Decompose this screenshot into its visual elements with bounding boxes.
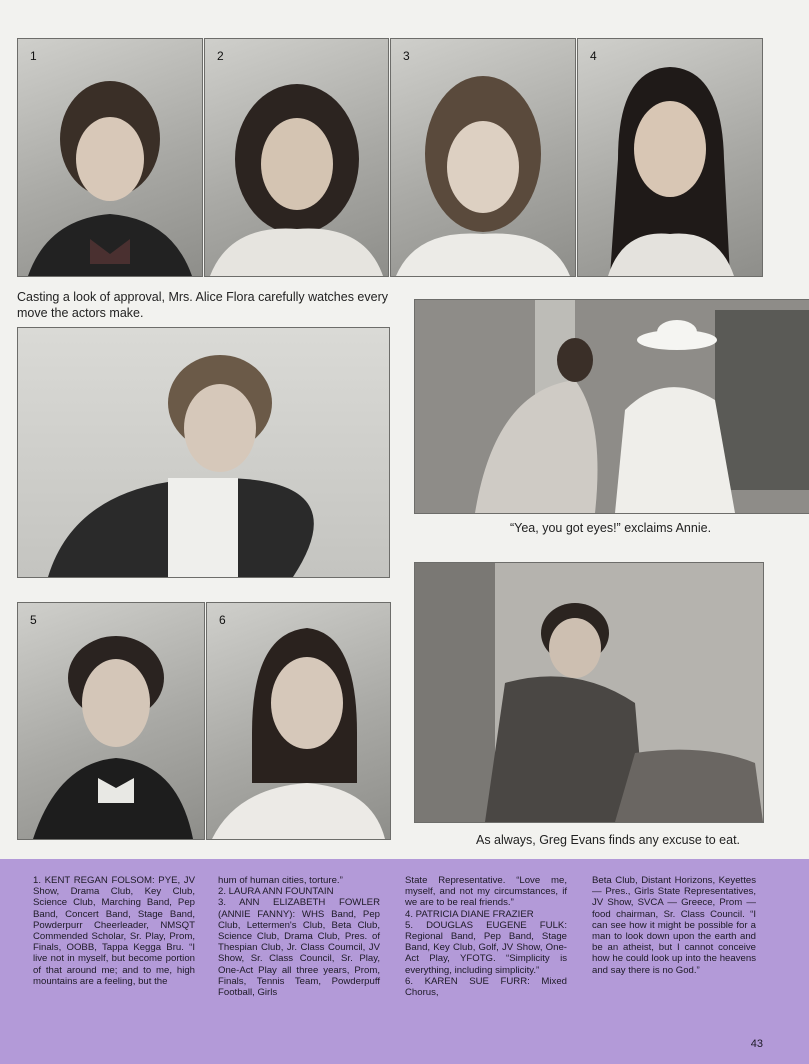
teacher-photo: [17, 327, 390, 578]
caption-annie: “Yea, you got eyes!” exclaims Annie.: [510, 521, 712, 535]
bio-entry-continuation: hum of human cities, torture.”: [218, 875, 343, 886]
annie-stage-photo: [414, 299, 809, 514]
portrait-number: 2: [217, 49, 224, 63]
bio-entry-2: 2. LAURA ANN FOUNTAIN: [218, 886, 334, 898]
portrait-number: 6: [219, 613, 226, 627]
portrait-number: 3: [403, 49, 410, 63]
biography-column-3: [405, 875, 567, 998]
portrait-5: [17, 602, 205, 840]
portrait-2-figure: [205, 39, 388, 276]
portrait-1: [17, 38, 203, 277]
portrait-number: 5: [30, 613, 37, 627]
portrait-3-figure: [391, 39, 575, 276]
portrait-number: 4: [590, 49, 597, 63]
portrait-4: [577, 38, 763, 277]
greg-stage-photo: [414, 562, 764, 823]
greg-stage-figure: [415, 563, 763, 822]
annie-stage-figure: [415, 300, 809, 513]
portrait-number: 1: [30, 49, 37, 63]
caption-teacher: Casting a look of approval, Mrs. Alice Flora carefully watches every move the actors make.: [17, 290, 388, 320]
portrait-5-figure: [18, 603, 204, 839]
portrait-2: [204, 38, 389, 277]
bio-entry-4: 4. PATRICIA DIANE FRAZIER: [405, 908, 534, 920]
bio-entry-1: 1. KENT REGAN FOLSOM: PYE, JV Show, Drama Club, Key Club, Science Club, Marching Band, Pep Band, Concert Band, Stage Band, Powderpurr Cheerleader, NMSQT Commended Scholar, Sr. Play, Prom, Finals, OOBB, Tappa Kegga Bru. “I live not in myself, but become portion of that around me; and to me, high mountains are a feeling, but the: [33, 875, 195, 987]
portrait-4-figure: [578, 39, 762, 276]
portrait-6-figure: [207, 603, 390, 839]
biography-column-2: [218, 875, 380, 998]
bio-entry-6: 6. KAREN SUE FURR: Mixed Chorus,: [405, 975, 567, 999]
teacher-figure: [18, 328, 389, 577]
portrait-3: [390, 38, 576, 277]
bio-entry-5: 5. DOUGLAS EUGENE FULK: Regional Band, Pep Band, Stage Band, Key Club, Golf, JV Show, One-Act Play, YFOTG. “Simplicity is everything, including simplicity.”: [405, 919, 567, 976]
biography-column-1: [33, 875, 195, 987]
portrait-6: [206, 602, 391, 840]
biography-column-4: [592, 875, 756, 976]
bio-entry-continuation: State Representative. “Love me, myself, and not my circumstances, if we are to be real friends.”: [405, 875, 567, 909]
bio-entry-continuation: Beta Club, Distant Horizons, Keyettes — Pres., Girls State Representatives, JV Show, SVCA — Greece, Prom — food chairman, Sr. Class Council. “I can see how it might be possible for a man to look down upon the earth and be an atheist, but I cannot conceive how he could look up into the heavens and say there is no God.”: [592, 875, 756, 976]
bio-entry-3: 3. ANN ELIZABETH FOWLER (ANNIE FANNY): WHS Band, Pep Club, Lettermen's Club, Beta Club, Science Club, Drama Club, Pres. of Thespian Club, Jr. Class Coumcil, JV Show, Sr. Class Council, Sr. Play, One-Act Play all three years, Prom, Finals, Tennis Team, Powderpuff Football, Girls: [218, 897, 380, 999]
biography-panel: [0, 859, 809, 1064]
caption-greg: As always, Greg Evans finds any excuse to eat.: [476, 833, 741, 847]
portrait-1-figure: [18, 39, 202, 276]
page-number: 43: [750, 1038, 763, 1050]
